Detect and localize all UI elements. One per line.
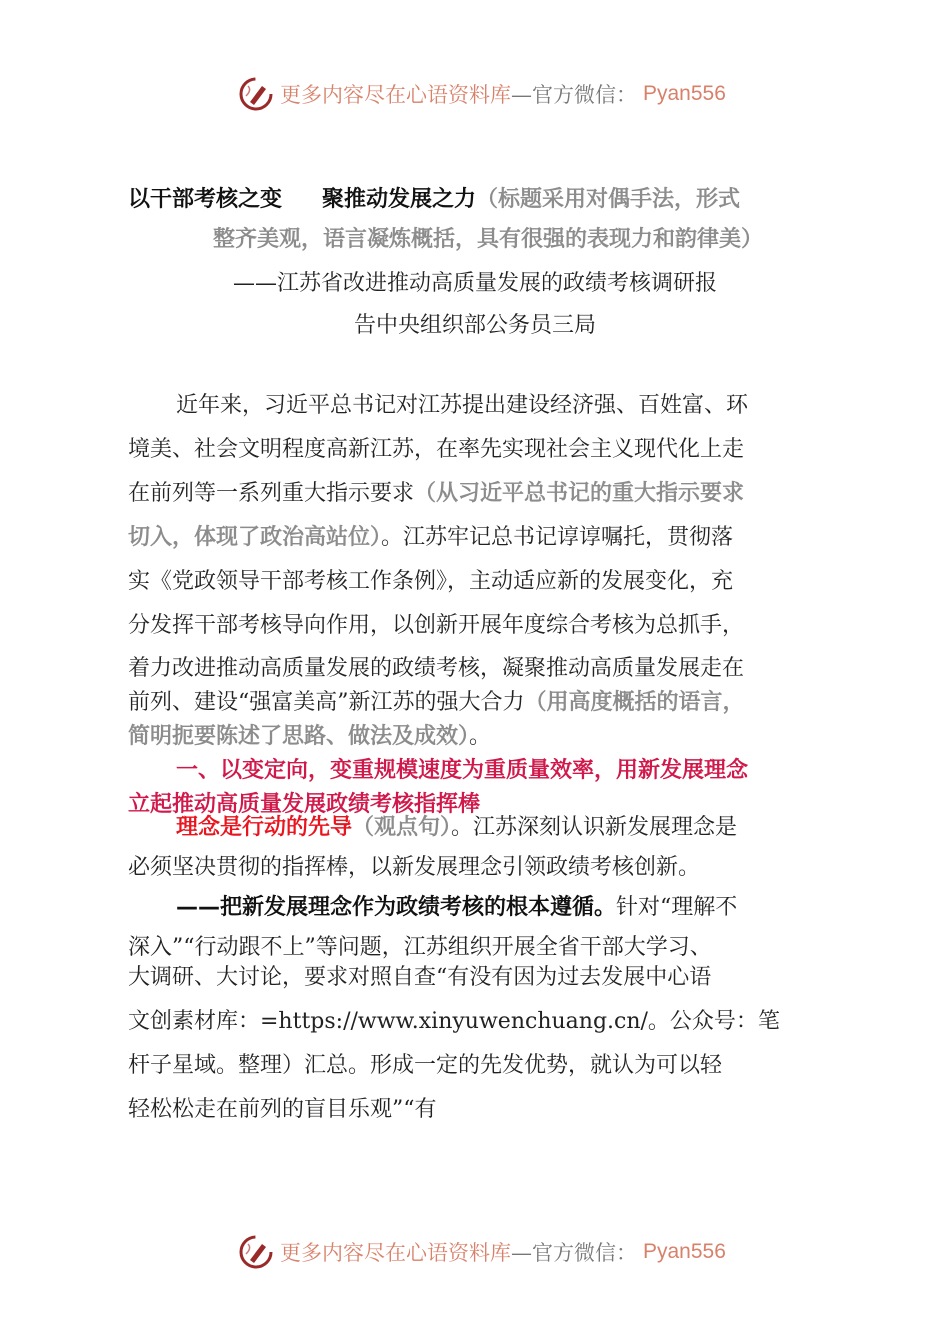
annotation: （观点句）: [352, 815, 452, 840]
text-span: 。江苏深刻认识新发展理念是: [451, 815, 738, 840]
paragraph-line: 深入”“行动跟不上”等问题，江苏组织开展全省干部大学习、: [128, 935, 712, 960]
title-annotation-2: 整齐美观，语言凝炼概括，具有很强的表现力和韵律美）: [212, 227, 763, 252]
title-annotation-1: （标题采用对偶手法，形式: [476, 187, 741, 212]
paragraph-line: 大调研、大讨论，要求对照自查“有没有因为过去发展中心语: [128, 965, 712, 990]
paragraph-line: 文创素材库：=https://www.xinyuwenchuang.cn/。公众号：笔: [128, 1009, 780, 1034]
paragraph-line: [128, 808, 842, 848]
title-part1: 以干部考核之变: [128, 187, 283, 212]
subheading: ——把新发展理念作为政绩考核的根本遵循。: [176, 895, 617, 920]
section-heading-line-2: 立起推动高质量发展政绩考核指挥棒: [128, 792, 481, 817]
subtitle-line-2: 告中央组织部公务员三局: [353, 313, 596, 338]
paragraph-line: 境美、社会文明程度高新江苏，在率先实现社会主义现代化上走: [128, 437, 745, 462]
document-title: [128, 180, 848, 260]
paragraph-line: 着力改进推动高质量发展的政绩考核，凝聚推动高质量发展走在: [128, 656, 745, 681]
text-span: 前列、建设“强富美高”新江苏的强大合力: [128, 690, 525, 715]
paragraph-line: 近年来，习近平总书记对江苏提出建设经济强、百姓富、环: [176, 393, 749, 418]
paragraph-line: 实《党政领导干部考核工作条例》，主动适应新的发展变化，充: [128, 569, 734, 594]
text-span: 。江苏牢记总书记谆谆嘱托，贯彻落: [381, 525, 734, 550]
banner-wechat-id: Pyan556: [643, 1240, 726, 1263]
banner-wechat-id: Pyan556: [643, 82, 726, 105]
paragraph-concept: [128, 808, 842, 968]
paragraph-line: [128, 686, 842, 720]
paragraph-intro-cont: [128, 652, 842, 822]
title-part2: 聚推动发展之力: [322, 187, 477, 212]
paragraph-intro: [128, 384, 842, 648]
quill-pen-logo-icon: [238, 76, 274, 112]
banner-separator-text: —官方微信：: [511, 1241, 637, 1265]
paragraph-line: 杆子星域。整理）汇总。形成一定的先发优势，就认为可以轻: [128, 1053, 723, 1078]
footer-watermark-banner: [238, 1232, 726, 1272]
annotation: （从习近平总书记的重大指示要求: [414, 481, 745, 506]
section-heading-line-1: 一、以变定向，变重规模速度为重质量效率，用新发展理念: [176, 758, 749, 783]
annotation: 简明扼要陈述了思路、做法及成效）: [128, 724, 470, 749]
header-watermark-banner: [238, 74, 726, 114]
banner-site-text: 更多内容尽在心语资料库: [280, 1241, 511, 1265]
quill-pen-logo-icon: [238, 1234, 274, 1270]
key-sentence: 理念是行动的先导: [176, 815, 353, 840]
paragraph-line: 分发挥干部考核导向作用，以创新开展年度综合考核为总抓手，: [128, 613, 745, 638]
banner-separator-text: —官方微信：: [511, 83, 637, 107]
paragraph-line: 轻松松走在前列的盲目乐观”“有: [128, 1097, 437, 1122]
banner-site-text: 更多内容尽在心语资料库: [280, 83, 511, 107]
paragraph-line: [128, 472, 842, 516]
text-span: 针对“理解不: [616, 895, 738, 920]
annotation: 切入，体现了政治高站位）: [128, 525, 382, 550]
text-span: 在前列等一系列重大指示要求: [128, 481, 415, 506]
text-span: 。: [469, 724, 492, 749]
subtitle-line-1: ——江苏省改进推动高质量发展的政绩考核调研报: [232, 271, 717, 296]
paragraph-line: 必须坚决贯彻的指挥棒，以新发展理念引领政绩考核创新。: [128, 855, 701, 880]
paragraph-line: [128, 516, 842, 560]
annotation: （用高度概括的语言，: [524, 690, 745, 715]
paragraph-concept-cont: [128, 956, 842, 1132]
paragraph-line: [128, 888, 842, 928]
paragraph-line: [128, 720, 842, 754]
